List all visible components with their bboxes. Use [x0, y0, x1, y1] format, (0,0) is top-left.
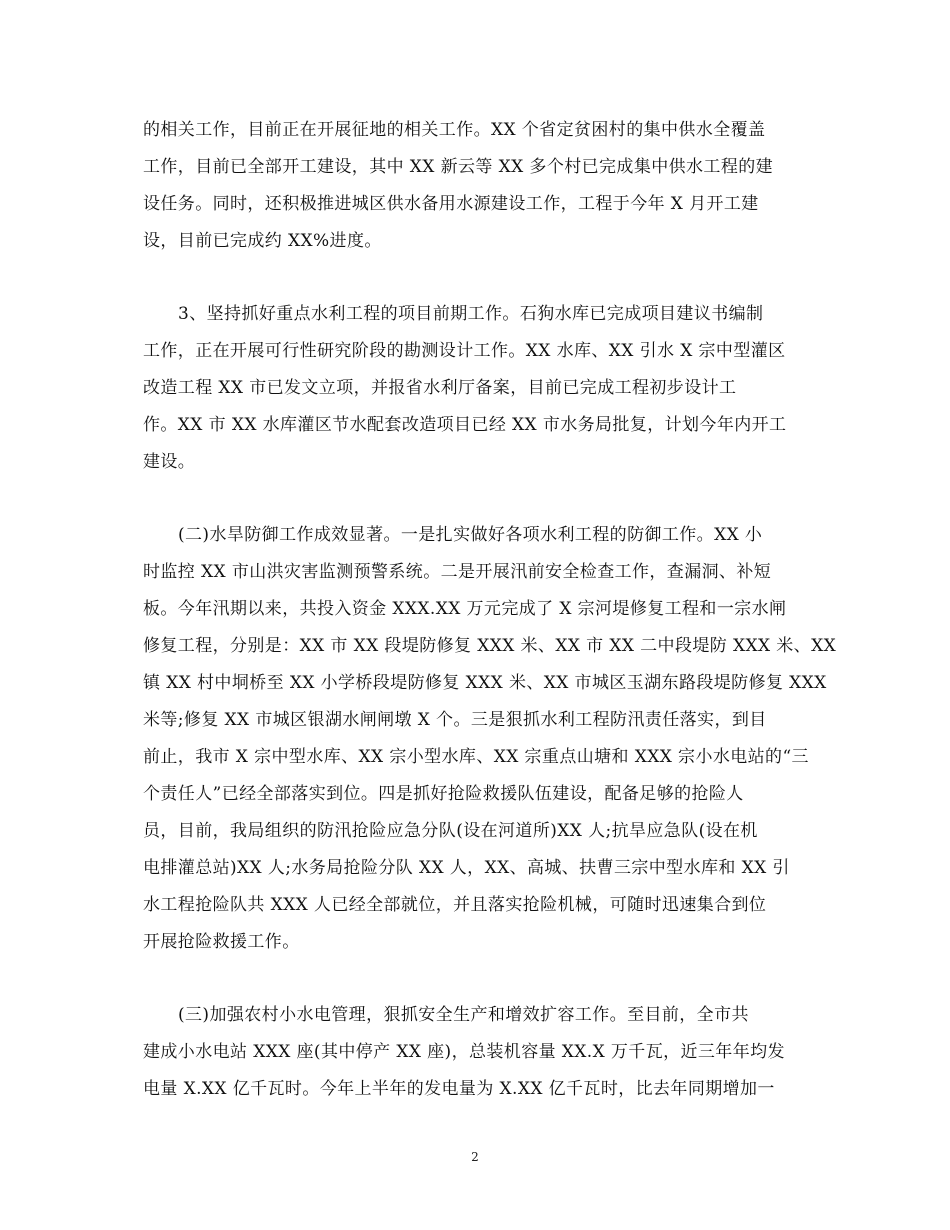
paragraph-1-line-4: 设，目前已完成约 XX%进度。: [143, 231, 382, 251]
paragraph-2-line-4: 作。XX 市 XX 水库灌区节水配套改造项目已经 XX 市水务局批复，计划今年内开工: [143, 415, 787, 435]
paragraph-3-line-7: 前止，我市 X 宗中型水库、XX 宗小型水库、XX 宗重点山塘和 XXX 宗小水电站的“三: [143, 747, 809, 767]
paragraph-3-line-12: 开展抢险救援工作。: [143, 932, 300, 952]
paragraph-3-line-6: 米等;修复 XX 市城区银湖水闸闸墩 X 个。三是狠抓水利工程防汛责任落实，到目: [143, 710, 767, 730]
paragraph-2-line-2: 工作，正在开展可行性研究阶段的勘测设计工作。XX 水库、XX 引水 X 宗中型灌区: [143, 341, 786, 361]
paragraph-2-line-3: 改造工程 XX 市已发文立项，并报省水利厅备案，目前已完成工程初步设计工: [143, 378, 737, 398]
paragraph-1-line-2: 工作，目前已全部开工建设，其中 XX 新云等 XX 多个村已完成集中供水工程的建: [143, 157, 774, 177]
paragraph-3-line-1: (二)水旱防御工作成效显著。一是扎实做好各项水利工程的防御工作。XX 小: [178, 525, 763, 545]
paragraph-3-line-9: 员，目前，我局组织的防汛抢险应急分队(设在河道所)XX 人;抗旱应急队(设在机: [143, 821, 758, 841]
paragraph-4-line-3: 电量 X.XX 亿千瓦时。今年上半年的发电量为 X.XX 亿千瓦时，比去年同期增加一: [143, 1079, 775, 1099]
paragraph-1-line-1: 的相关工作，目前正在开展征地的相关工作。XX 个省定贫困村的集中供水全覆盖: [143, 120, 766, 140]
page-number: 2: [471, 1150, 479, 1164]
paragraph-3-line-4: 修复工程，分别是：XX 市 XX 段堤防修复 XXX 米、XX 市 XX 二中段堤防 XXX 米、XX: [143, 636, 837, 656]
paragraph-3-line-5: 镇 XX 村中垌桥至 XX 小学桥段堤防修复 XXX 米、XX 市城区玉湖东路段堤防修复 XXX: [143, 673, 827, 693]
paragraph-3-line-11: 水工程抢险队共 XXX 人已经全部就位，并且落实抢险机械，可随时迅速集合到位: [143, 895, 767, 915]
paragraph-2-line-5: 建设。: [143, 452, 196, 472]
paragraph-4-line-1: (三)加强农村小水电管理，狠抓安全生产和增效扩容工作。至目前，全市共: [178, 1005, 749, 1025]
paragraph-3-line-2: 时监控 XX 市山洪灾害监测预警系统。二是开展汛前安全检查工作，查漏洞、补短: [143, 562, 772, 582]
paragraph-3-line-8: 个责任人”已经全部落实到位。四是抓好抢险救援队伍建设，配备足够的抢险人: [143, 784, 744, 804]
paragraph-3-line-3: 板。今年汛期以来，共投入资金 XXX.XX 万元完成了 X 宗河堤修复工程和一宗水闸: [143, 599, 787, 619]
paragraph-2-line-1: 3、坚持抓好重点水利工程的项目前期工作。石狗水库已完成项目建议书编制: [178, 304, 764, 324]
paragraph-3-line-10: 电排灌总站)XX 人;水务局抢险分队 XX 人，XX、高城、扶曹三宗中型水库和 XX 引: [143, 858, 790, 878]
paragraph-4-line-2: 建成小水电站 XXX 座(其中停产 XX 座)，总装机容量 XX.X 万千瓦，近三年年均发: [143, 1042, 785, 1062]
paragraph-1-line-3: 设任务。同时，还积极推进城区供水备用水源建设工作，工程于今年 X 月开工建: [143, 194, 759, 214]
